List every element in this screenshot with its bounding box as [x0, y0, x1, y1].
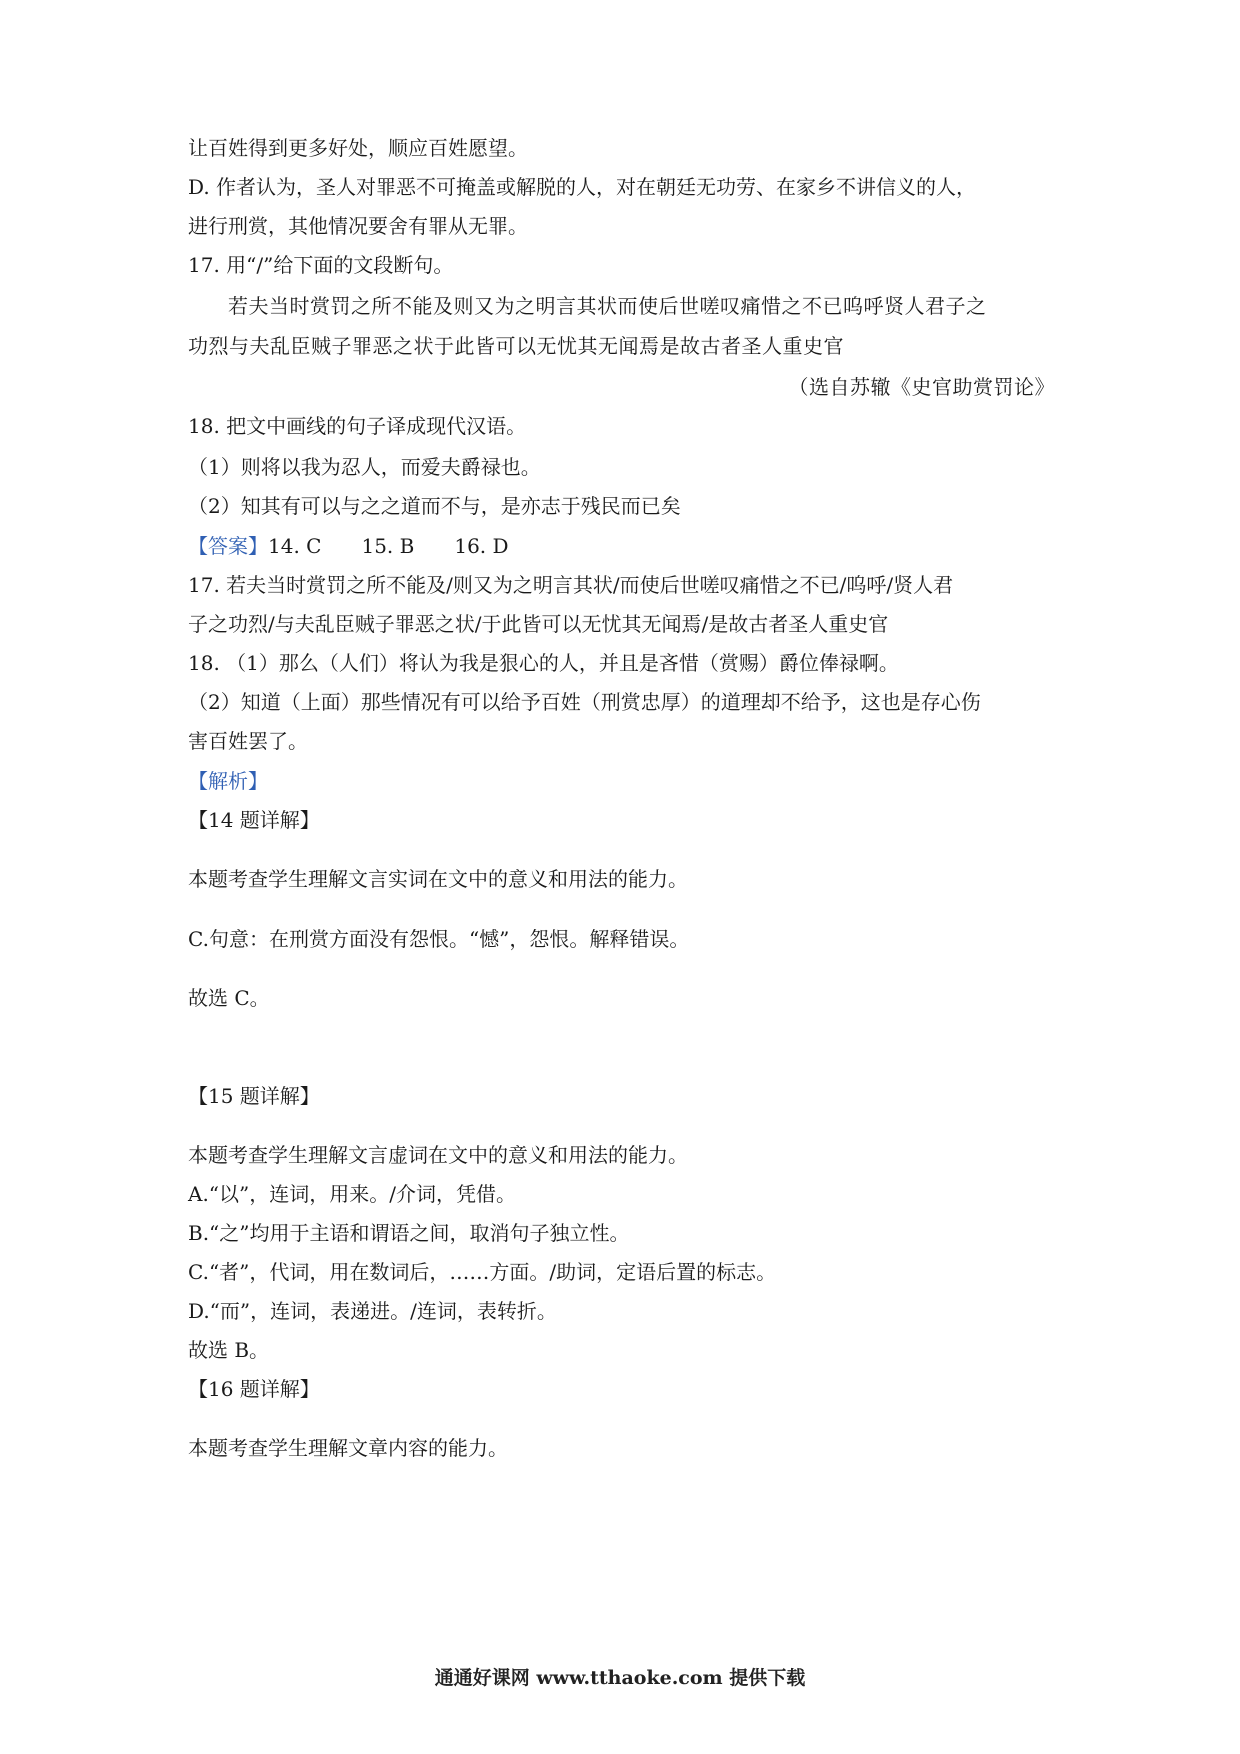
text-line: 故选 B。: [188, 1338, 270, 1362]
classical-text-line: 若夫当时赏罚之所不能及则又为之明言其状而使后世嗟叹痛惜之不已呜呼贤人君子之: [228, 294, 987, 318]
answer-17-line: 17. 若夫当时赏罚之所不能及/则又为之明言其状/而使后世嗟叹痛惜之不已/呜呼/贤人君: [188, 573, 954, 597]
analysis-tag: 【解析】: [188, 769, 268, 793]
section-heading-15: 【15 题详解】: [188, 1084, 320, 1108]
text-line: 本题考查学生理解文言虚词在文中的意义和用法的能力。: [188, 1143, 688, 1167]
answer-15: 15. B: [361, 534, 415, 558]
answer-tag: 【答案】: [188, 534, 268, 558]
source-citation: （选自苏辙《史官助赏罚论》: [788, 375, 1055, 399]
classical-text-line: 功烈与夫乱臣贼子罪恶之状于此皆可以无忧其无闻焉是故古者圣人重史官: [188, 334, 844, 358]
answer-18-line: 18. （1）那么（人们）将认为我是狠心的人，并且是吝惜（赏赐）爵位俸禄啊。: [188, 651, 899, 675]
text-line: 本题考查学生理解文章内容的能力。: [188, 1436, 508, 1460]
text-line: 本题考查学生理解文言实词在文中的意义和用法的能力。: [188, 867, 688, 891]
question-18: 18. 把文中画线的句子译成现代汉语。: [188, 414, 527, 438]
page-footer: 通通好课网 www.tthaoke.com 提供下载: [434, 1667, 806, 1689]
section-heading-16: 【16 题详解】: [188, 1377, 320, 1401]
question-18-1: （1）则将以我为忍人，而爱夫爵禄也。: [188, 455, 541, 479]
text-line: 故选 C。: [188, 986, 270, 1010]
answer-summary-line: [188, 531, 509, 561]
text-line: A.“以”，连词，用来。/介词，凭借。: [188, 1182, 516, 1206]
text-line: D. 作者认为，圣人对罪恶不可掩盖或解脱的人，对在朝廷无功劳、在家乡不讲信义的人，: [188, 175, 977, 199]
answer-14: 14. C: [268, 534, 322, 558]
text-line: D.“而”，连词，表递进。/连词，表转折。: [188, 1299, 557, 1323]
text-line: 进行刑赏，其他情况要舍有罪从无罪。: [188, 214, 528, 238]
question-17: 17. 用“/”给下面的文段断句。: [188, 253, 454, 277]
text-line: B.“之”均用于主语和谓语之间，取消句子独立性。: [188, 1221, 630, 1245]
text-line: C.句意：在刑赏方面没有怨恨。“憾”，怨恨。解释错误。: [188, 927, 690, 951]
question-18-2: （2）知其有可以与之之道而不与，是亦志于残民而已矣: [188, 494, 681, 518]
text-line: C.“者”，代词，用在数词后，……方面。/助词，定语后置的标志。: [188, 1260, 777, 1284]
section-heading-14: 【14 题详解】: [188, 808, 320, 832]
answer-18-line: （2）知道（上面）那些情况有可以给予百姓（刑赏忠厚）的道理却不给予，这也是存心伤: [188, 690, 981, 714]
answer-18-line: 害百姓罢了。: [188, 729, 308, 753]
answer-17-line: 子之功烈/与夫乱臣贼子罪恶之状/于此皆可以无忧其无闻焉/是故古者圣人重史官: [188, 612, 889, 636]
text-line: 让百姓得到更多好处，顺应百姓愿望。: [188, 136, 528, 160]
answer-16: 16. D: [454, 534, 509, 558]
